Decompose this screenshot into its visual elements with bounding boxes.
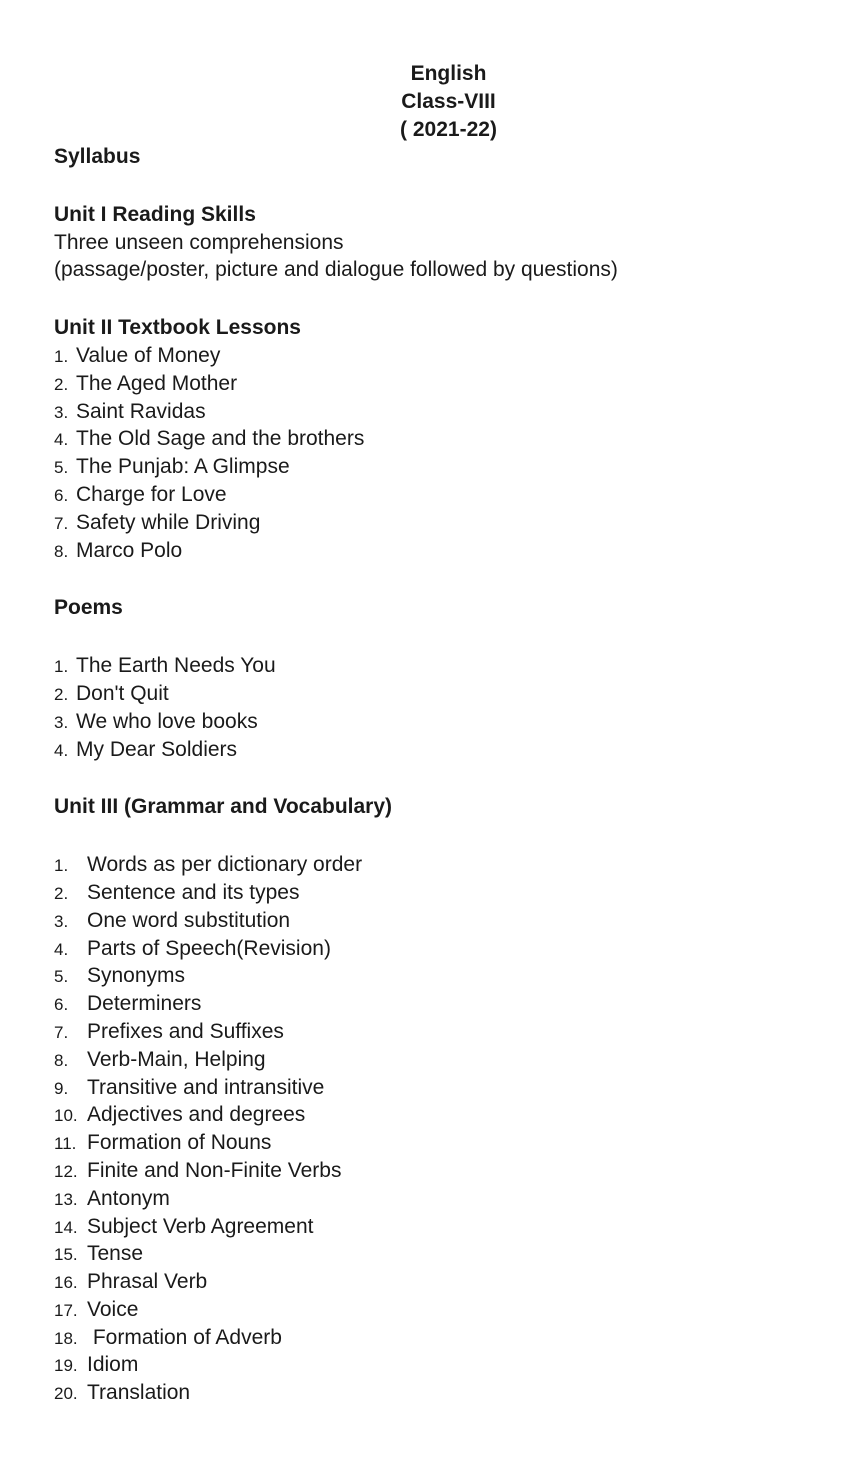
list-item [54, 851, 834, 879]
list-item-text: Idiom [87, 1353, 139, 1377]
list-item [54, 1185, 834, 1213]
list-item [54, 1379, 834, 1407]
list-item [54, 1157, 834, 1185]
list-item-text: We who love books [76, 709, 258, 733]
spacer [54, 284, 834, 314]
list-item-number: 2. [54, 374, 69, 394]
list-item-number: 7. [54, 1022, 69, 1042]
poems-heading: Poems [54, 596, 123, 620]
list-item-number: 1. [54, 856, 69, 876]
list-item-text: Phrasal Verb [87, 1270, 208, 1294]
list-item-text: Determiners [87, 992, 202, 1016]
unit1-section [54, 201, 834, 284]
list-item [54, 1101, 834, 1129]
list-item-text: Sentence and its types [87, 880, 300, 904]
list-item [54, 1268, 834, 1296]
list-item-text: Prefixes and Suffixes [87, 1019, 284, 1043]
unit3-heading: Unit III (Grammar and Vocabulary) [54, 795, 393, 819]
list-item-number: 3. [54, 911, 69, 931]
list-item [54, 1074, 834, 1102]
poems-section [54, 594, 834, 763]
spacer [54, 622, 834, 652]
list-item-text: Don't Quit [76, 681, 169, 705]
list-item [54, 680, 834, 708]
list-item-text: The Aged Mother [76, 371, 238, 395]
list-item-number: 12. [54, 1161, 78, 1181]
list-item [54, 736, 834, 764]
list-item-text: The Punjab: A Glimpse [76, 455, 290, 479]
list-item [54, 509, 834, 537]
list-item [54, 342, 834, 370]
lessons-list [54, 342, 834, 564]
list-item-number: 5. [54, 458, 69, 478]
list-item [54, 935, 834, 963]
spacer [54, 171, 834, 201]
list-item [54, 370, 834, 398]
list-item-text: Finite and Non-Finite Verbs [87, 1158, 342, 1182]
list-item [54, 962, 834, 990]
list-item-text: Antonym [87, 1186, 170, 1210]
list-item-number: 15. [54, 1245, 78, 1265]
unit2-heading: Unit II Textbook Lessons [54, 316, 301, 340]
list-item [54, 1046, 834, 1074]
poems-list [54, 652, 834, 763]
unit1-detail: (passage/poster, picture and dialogue followed by questions) [54, 258, 618, 282]
list-item-text: Transitive and intransitive [87, 1075, 325, 1099]
list-item-text: Subject Verb Agreement [87, 1214, 314, 1238]
list-item [54, 453, 834, 481]
list-item-text: Tense [87, 1242, 144, 1266]
list-item-number: 2. [54, 684, 69, 704]
list-item [54, 537, 834, 565]
list-item-number: 17. [54, 1300, 78, 1320]
grammar-list [54, 851, 834, 1407]
list-item-text: One word substitution [87, 908, 291, 932]
list-item [54, 1018, 834, 1046]
syllabus-content [54, 143, 834, 1407]
list-item-number: 20. [54, 1384, 78, 1404]
list-item-number: 6. [54, 995, 69, 1015]
class-title: Class-VIII [401, 90, 496, 113]
list-item-text: Safety while Driving [76, 510, 261, 534]
list-item [54, 1296, 834, 1324]
list-item-number: 1. [54, 657, 69, 677]
list-item-text: Formation of Nouns [87, 1131, 272, 1155]
list-item-number: 19. [54, 1356, 78, 1376]
unit2-section [54, 314, 834, 564]
list-item-text: Translation [87, 1381, 191, 1405]
list-item-text: The Earth Needs You [76, 654, 276, 678]
list-item-number: 13. [54, 1189, 78, 1209]
spacer [54, 564, 834, 594]
list-item-number: 9. [54, 1078, 69, 1098]
list-item-number: 5. [54, 967, 69, 987]
list-item-number: 16. [54, 1273, 78, 1293]
list-item [54, 1351, 834, 1379]
list-item [54, 398, 834, 426]
list-item-number: 18. [54, 1328, 78, 1348]
list-item-text: My Dear Soldiers [76, 737, 238, 761]
list-item-number: 3. [54, 712, 69, 732]
list-item [54, 879, 834, 907]
list-item-text: Verb-Main, Helping [87, 1047, 266, 1071]
list-item [54, 481, 834, 509]
list-item-number: 8. [54, 541, 69, 561]
list-item-number: 6. [54, 485, 69, 505]
list-item-number: 8. [54, 1050, 69, 1070]
document-header [0, 60, 857, 144]
list-item-number: 11. [54, 1134, 77, 1154]
unit3-section [54, 793, 834, 1407]
list-item [54, 425, 834, 453]
list-item-number: 2. [54, 883, 69, 903]
list-item-number: 1. [54, 346, 69, 366]
list-item-text: Words as per dictionary order [87, 853, 363, 877]
list-item-text: Voice [87, 1297, 139, 1321]
list-item [54, 1129, 834, 1157]
unit1-description: Three unseen comprehensions [54, 230, 344, 254]
list-item-number: 14. [54, 1217, 78, 1237]
list-item-text: The Old Sage and the brothers [76, 427, 365, 451]
list-item-number: 3. [54, 402, 69, 422]
list-item-text: Marco Polo [76, 538, 183, 562]
spacer [54, 821, 834, 851]
list-item-number: 4. [54, 740, 69, 760]
list-item [54, 708, 834, 736]
list-item-number: 4. [54, 939, 69, 959]
list-item-text: Charge for Love [76, 482, 227, 506]
list-item-number: 4. [54, 430, 69, 450]
list-item [54, 990, 834, 1018]
list-item-text: Formation of Adverb [87, 1325, 282, 1349]
unit1-heading: Unit I Reading Skills [54, 202, 256, 226]
subject-title: English [410, 62, 487, 85]
session-title: ( 2021-22) [400, 118, 497, 141]
list-item-number: 10. [54, 1106, 78, 1126]
list-item-text: Parts of Speech(Revision) [87, 936, 331, 960]
list-item-text: Adjectives and degrees [87, 1103, 306, 1127]
list-item [54, 1324, 834, 1352]
list-item-text: Synonyms [87, 964, 186, 988]
spacer [54, 763, 834, 793]
list-item [54, 1240, 834, 1268]
list-item [54, 907, 834, 935]
list-item-text: Saint Ravidas [76, 399, 206, 423]
list-item [54, 1213, 834, 1241]
list-item-number: 7. [54, 513, 69, 533]
syllabus-heading: Syllabus [54, 145, 141, 168]
list-item [54, 652, 834, 680]
list-item-text: Value of Money [76, 343, 221, 367]
